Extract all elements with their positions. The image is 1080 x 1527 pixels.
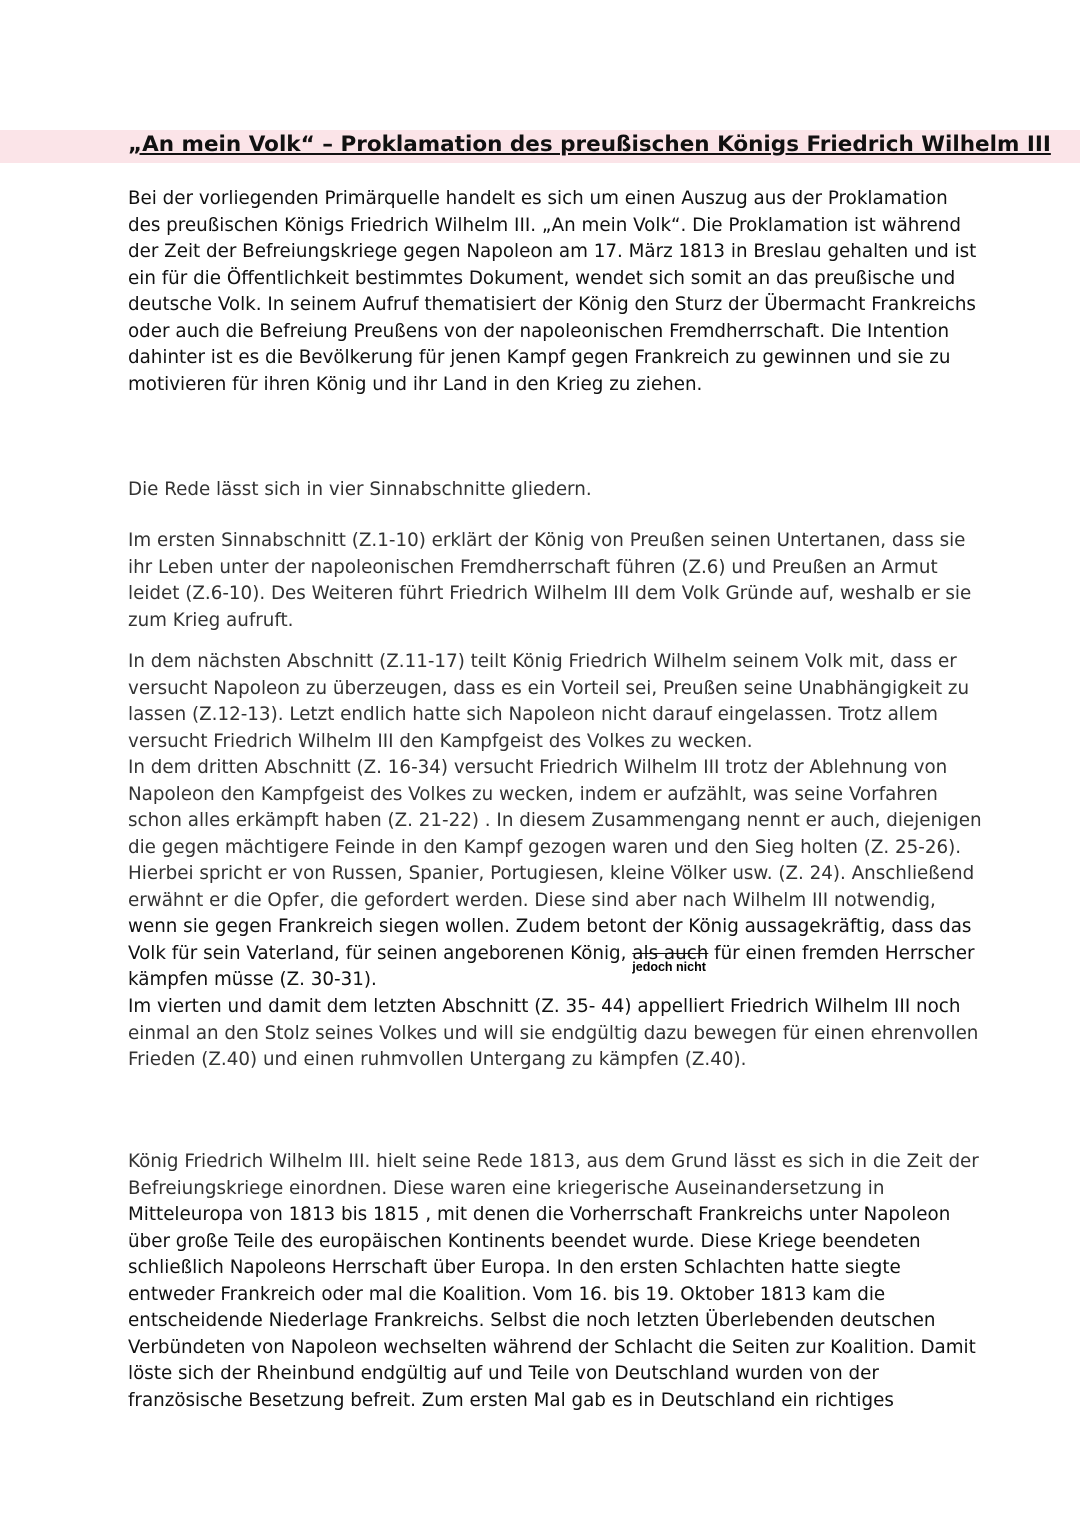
text-line: Hierbei spricht er von Russen, Spanier, Portugiesen, kleine Völker usw. (Z. 24). Anschließend [128, 863, 975, 884]
text-line: schließlich Napoleons Herrschaft über Europa. In den ersten Schlachten hatte siegte [128, 1257, 901, 1278]
section-1-paragraph [128, 528, 972, 634]
text-line: Napoleon den Kampfgeist des Volkes zu wecken, indem er aufzählt, was seine Vorfahren [128, 783, 938, 805]
text-line: Verbündeten von Napoleon wechselten während der Schlacht die Seiten zur Koalition. Damit [128, 1336, 976, 1358]
text-line: einmal an den Stolz seines Volkes und will sie endgültig dazu bewegen für einen ehrenvollen [128, 1022, 979, 1044]
text-line: zum Krieg aufruft. [128, 609, 294, 631]
text-line: die gegen mächtigere Feinde in den Kampf gezogen waren und den Sieg holten (Z. 25-26). [128, 836, 962, 858]
text-line: ein für die Öffentlichkeit bestimmtes Dokument, wendet sich somit an das preußische und [128, 267, 956, 289]
text-line: deutsche Volk. In seinem Aufruf thematisiert der König den Sturz der Übermacht Frankreichs [128, 294, 976, 315]
text-line: Im vierten und damit dem letzten Abschnitt (Z. 35- 44) appelliert Friedrich Wilhelm III noch [128, 996, 961, 1017]
text-line: über große Teile des europäischen Kontinents beendet wurde. Diese Kriege beendeten [128, 1230, 921, 1252]
section-2-paragraph [128, 649, 970, 755]
text-line: oder auch die Befreiung Preußens von der napoleonischen Fremdherrschaft. Die Intention [128, 320, 950, 342]
text-line: König Friedrich Wilhelm III. hielt seine Rede 1813, aus dem Grund lässt es sich in die Zeit der [128, 1151, 979, 1172]
text-line: motivieren für ihren König und ihr Land in den Krieg zu ziehen. [128, 373, 703, 395]
intro-paragraph [128, 186, 977, 398]
text-line: des preußischen Königs Friedrich Wilhelm III. „An mein Volk“. Die Proklamation ist während [128, 214, 961, 236]
correction-after: für einen fremden Herrscher [708, 942, 975, 964]
section-4-paragraph [128, 994, 979, 1074]
text-line: versucht Napoleon zu überzeugen, dass es ein Vorteil sei, Preußen seine Unabhängigkeit zu [128, 677, 970, 699]
text-line: entweder Frankreich oder mal die Koalition. Vom 16. bis 19. Oktober 1813 kam die [128, 1283, 886, 1305]
text-line: der Zeit der Befreiungskriege gegen Napoleon am 17. März 1813 in Breslau gehalten und ist [128, 241, 977, 262]
section-3-paragraph [128, 755, 982, 994]
text-line: erwähnt er die Opfer, die gefordert werden. Diese sind aber nach Wilhelm III notwendig, [128, 889, 936, 911]
text-line: schon alles erkämpft haben (Z. 21-22) . In diesem Zusammengang nennt er auch, diejenigen [128, 810, 982, 831]
text-line: entscheidende Niederlage Frankreichs. Selbst die noch letzten Überlebenden deutschen [128, 1310, 936, 1331]
structure-sentence: Die Rede lässt sich in vier Sinnabschnitte gliedern. [128, 479, 592, 500]
text-line: leidet (Z.6-10). Des Weiteren führt Friedrich Wilhelm III dem Volk Gründe auf, weshalb er sie [128, 583, 972, 604]
text-line: dahinter ist es die Bevölkerung für jenen Kampf gegen Frankreich zu gewinnen und sie zu [128, 347, 951, 368]
text-line: lassen (Z.12-13). Letzt endlich hatte sich Napoleon nicht darauf eingelassen. Trotz allem [128, 704, 938, 725]
correction-before: Volk für sein Vaterland, für seinen angeborenen König, [128, 942, 633, 964]
text-line: Mitteleuropa von 1813 bis 1815 , mit denen die Vorherrschaft Frankreichs unter Napoleon [128, 1204, 951, 1225]
text-line: wenn sie gegen Frankreich siegen wollen. Zudem betont der König aussagekräftig, dass das [128, 916, 972, 937]
section-3-lines [128, 755, 982, 941]
text-line: Im ersten Sinnabschnitt (Z.1-10) erklärt der König von Preußen seinen Untertanen, dass sie [128, 530, 966, 551]
text-line: Bei der vorliegenden Primärquelle handelt es sich um einen Auszug aus der Proklamation [128, 188, 948, 209]
text-line: löste sich der Rheinbund endgültig auf und Teile von Deutschland wurden von der [128, 1363, 879, 1384]
section-3-last-line: kämpfen müsse (Z. 30-31). [128, 969, 377, 990]
text-line: In dem nächsten Abschnitt (Z.11-17) teilt König Friedrich Wilhelm seinem Volk mit, dass er [128, 651, 957, 672]
correction-line [128, 941, 975, 974]
text-line: versucht Friedrich Wilhelm III den Kampfgeist des Volkes zu wecken. [128, 730, 753, 752]
context-paragraph [128, 1149, 979, 1414]
text-line: Befreiungskriege einordnen. Diese waren eine kriegerische Auseinandersetzung in [128, 1177, 885, 1199]
handwritten-correction: jedoch nicht [632, 959, 706, 974]
page-title: „An mein Volk“ – Proklamation des preußischen Königs Friedrich Wilhelm III [128, 132, 1051, 157]
text-line: französische Besetzung befreit. Zum ersten Mal gab es in Deutschland ein richtiges [128, 1389, 894, 1411]
text-line: ihr Leben unter der napoleonischen Fremdherrschaft führen (Z.6) und Preußen an Armut [128, 556, 938, 578]
struck-text: als auch [632, 942, 709, 964]
text-line: In dem dritten Abschnitt (Z. 16-34) versucht Friedrich Wilhelm III trotz der Ablehnung von [128, 757, 948, 778]
correction-mark [632, 941, 709, 974]
text-line: Frieden (Z.40) und einen ruhmvollen Untergang zu kämpfen (Z.40). [128, 1049, 747, 1070]
